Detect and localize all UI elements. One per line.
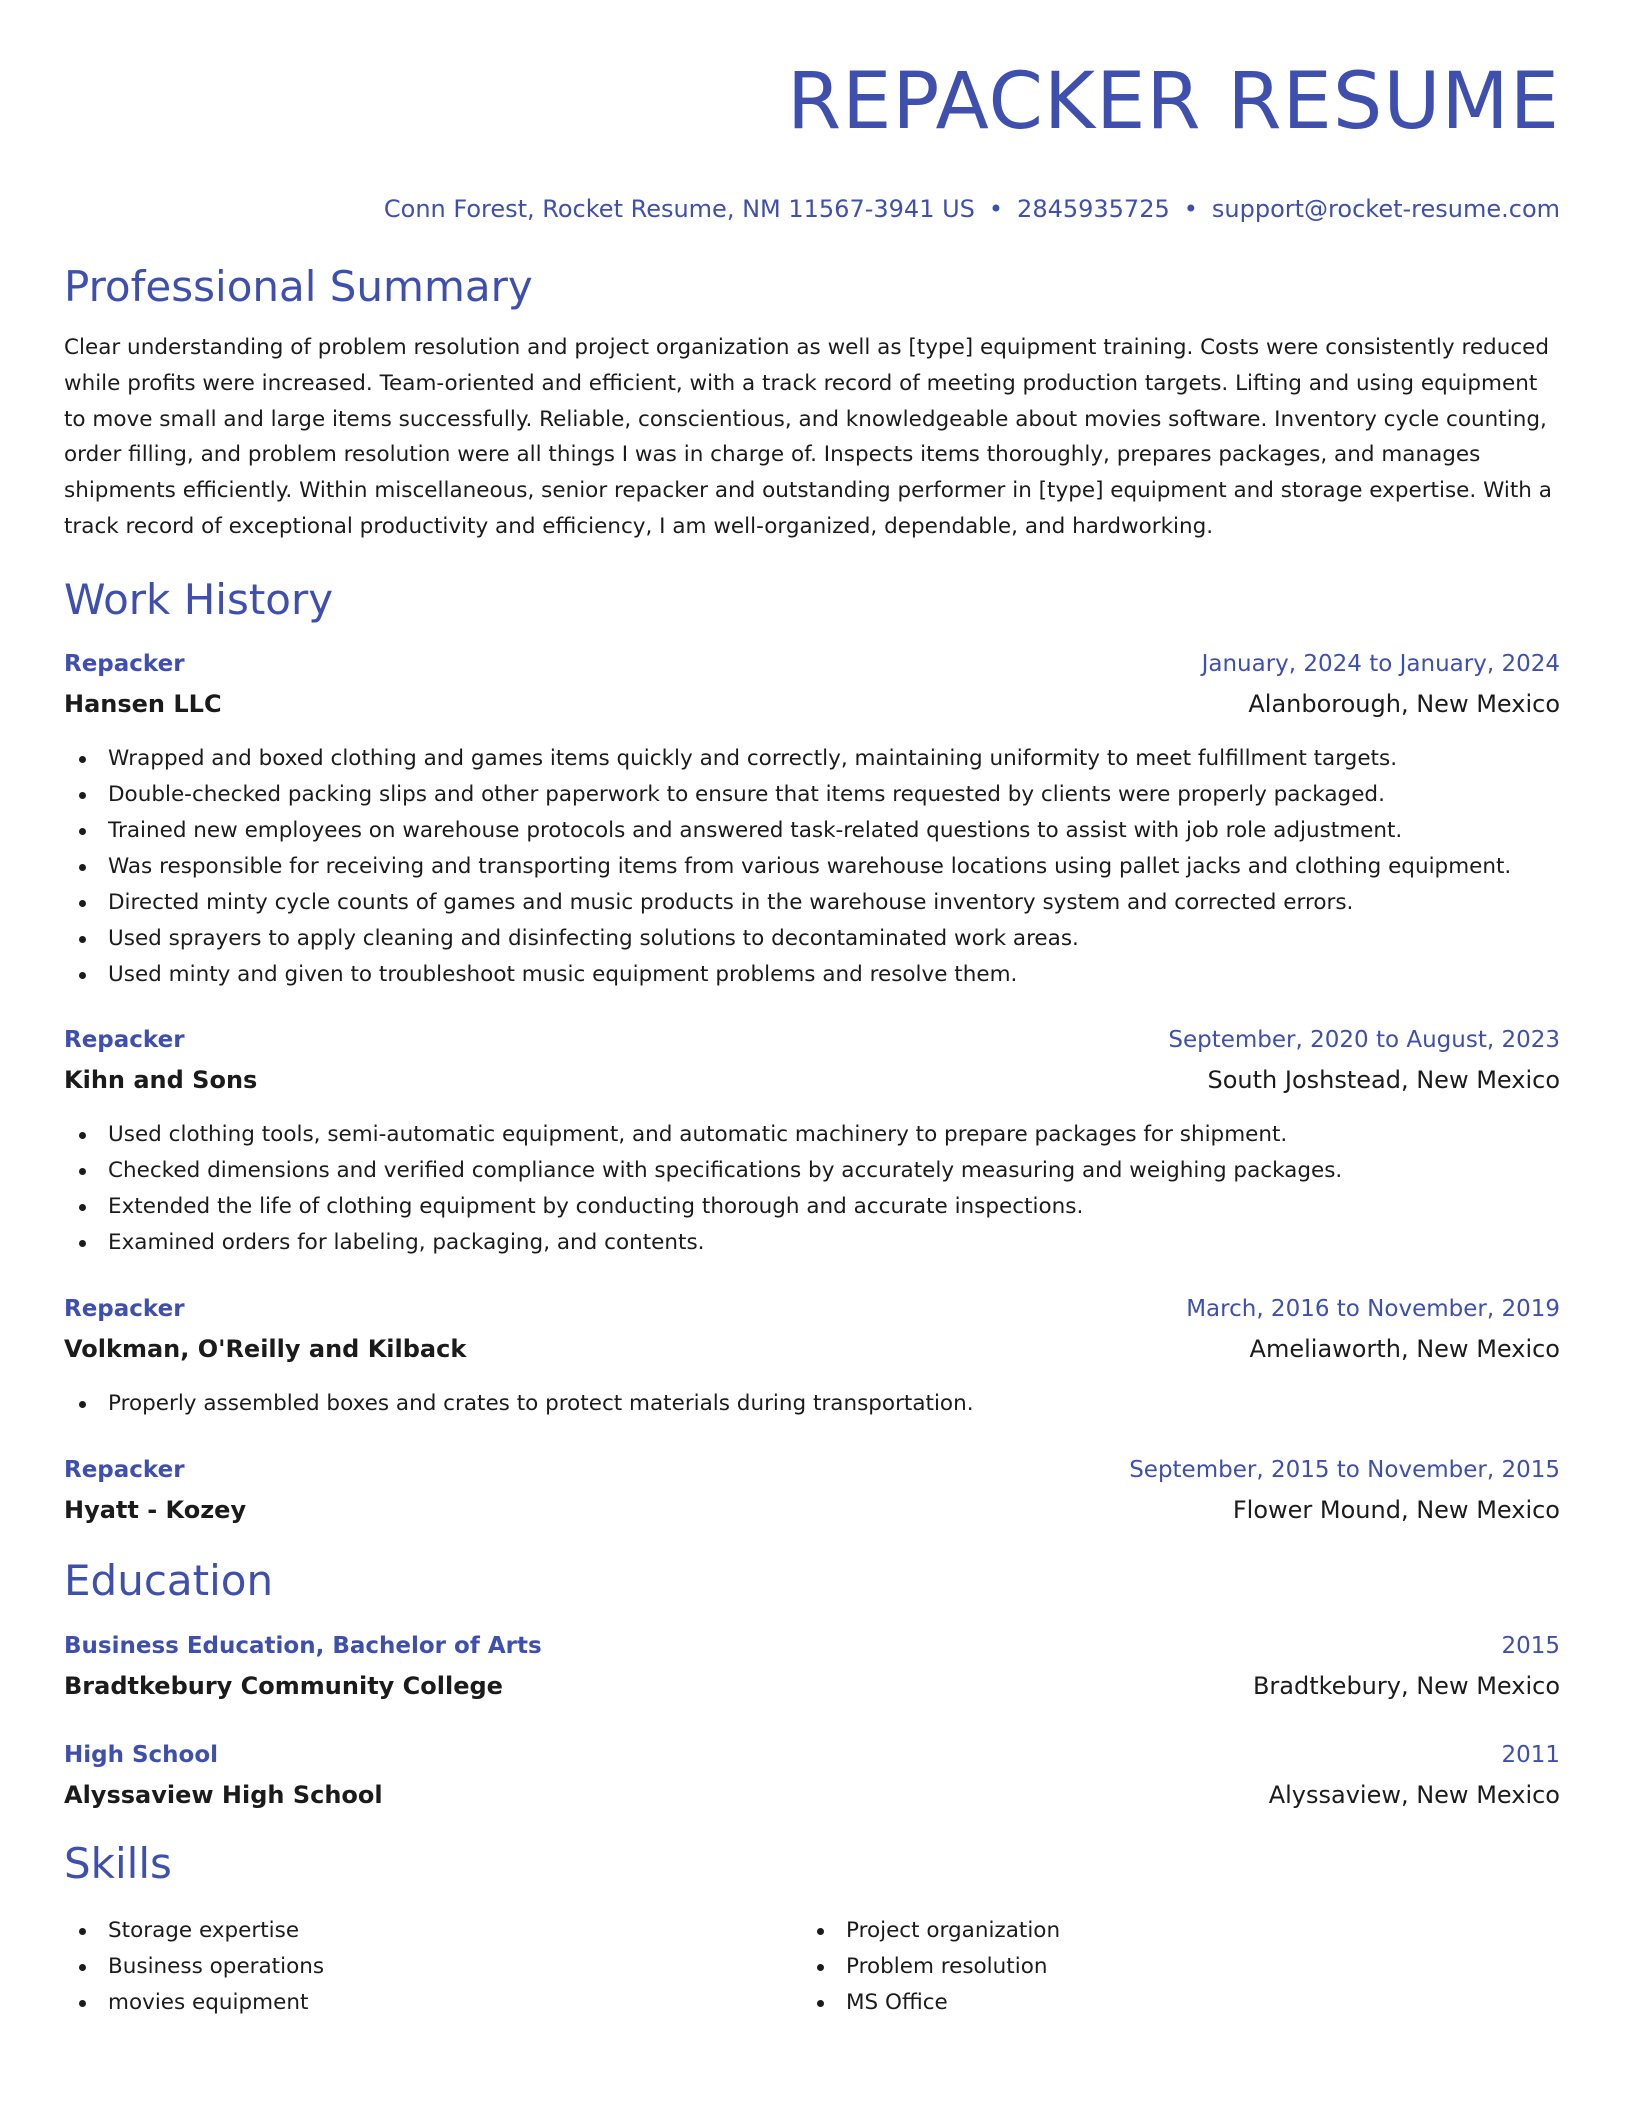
job-entry [64,1025,1560,1261]
education-school: Bradtkebury Community College [64,1672,503,1700]
skills-column-right [802,1913,1540,2021]
summary-text: Clear understanding of problem resolution and project organization as well as [type] equipment training. Costs were consistently reduced while profits were increased. Team-oriented and efficient, with a track record of meeting production targets. Lifting and using equipment to move small and large items successfully. Reliable, conscientious, and knowledgeable about movies software. Inventory cycle counting, order filling, and problem resolution were all things I was in charge of. Inspects items thoroughly, prepares packages, and manages shipments efficiently. Within miscellaneous, senior repacker and outstanding performer in [type] equipment and storage expertise. With a track record of exceptional productivity and efficiency, I am well-organized, dependable, and hardworking. [64,335,1552,539]
skill-item: Problem resolution [802,1949,1540,1985]
job-location: South Joshstead, New Mexico [1207,1066,1560,1094]
education-heading: Education [64,1556,274,1605]
job-location: Flower Mound, New Mexico [1232,1496,1560,1524]
contact-separator: • [1183,195,1198,223]
resume-title: REPACKER RESUME [786,57,1560,147]
job-entry [64,649,1560,993]
job-company: Volkman, O'Reilly and Kilback [64,1335,467,1363]
resume-page [64,0,1560,2015]
contact-line [64,194,1560,224]
job-bullet: Trained new employees on warehouse protocols and answered task-related questions to assist with job role adjustment. [64,813,1560,849]
skills-heading: Skills [64,1839,172,1888]
job-bullet: Was responsible for receiving and transporting items from various warehouse locations using pallet jacks and clothing equipment. [64,849,1560,885]
job-bullet: Extended the life of clothing equipment by conducting thorough and accurate inspections. [64,1189,1560,1225]
job-company: Kihn and Sons [64,1066,258,1094]
job-bullet: Properly assembled boxes and crates to protect materials during transportation. [64,1386,1560,1422]
summary-heading: Professional Summary [64,262,533,311]
contact-phone: 2845935725 [1017,195,1170,223]
contact-email: support@rocket-resume.com [1211,195,1560,223]
education-degree: High School [64,1742,219,1768]
skill-item: MS Office [802,1985,1540,2021]
skill-item: movies equipment [64,1985,802,2021]
skill-item: Storage expertise [64,1913,802,1949]
job-entry [64,1455,1560,1525]
job-title: Repacker [64,1296,185,1322]
resume-header [64,52,1560,224]
skill-item: Project organization [802,1913,1540,1949]
education-year: 2015 [1501,1633,1560,1659]
job-title: Repacker [64,1027,185,1053]
job-location: Alanborough, New Mexico [1248,690,1560,718]
contact-separator: • [988,195,1004,223]
job-bullet: Used minty and given to troubleshoot music equipment problems and resolve them. [64,957,1560,993]
job-bullet: Directed minty cycle counts of games and music products in the warehouse inventory system and corrected errors. [64,885,1560,921]
work-history-heading: Work History [64,575,334,624]
skills-list [64,1913,1560,2021]
job-entry [64,1294,1560,1422]
education-entry [64,1740,1560,1810]
education-year: 2011 [1501,1742,1560,1768]
job-bullet: Double-checked packing slips and other paperwork to ensure that items requested by clients were properly packaged. [64,777,1560,813]
education-entry [64,1631,1560,1701]
skills-column-left [64,1913,802,2021]
education-location: Bradtkebury, New Mexico [1252,1672,1560,1700]
job-bullet: Used sprayers to apply cleaning and disinfecting solutions to decontaminated work areas. [64,921,1560,957]
job-bullets [64,741,1560,993]
job-company: Hyatt - Kozey [64,1496,247,1524]
skill-item: Business operations [64,1949,802,1985]
job-bullets [64,1117,1560,1261]
job-company: Hansen LLC [64,690,222,718]
education-school: Alyssaview High School [64,1781,383,1809]
education-degree: Business Education, Bachelor of Arts [64,1633,542,1659]
job-bullets [64,1386,1560,1422]
job-bullet: Examined orders for labeling, packaging, and contents. [64,1225,1560,1261]
job-location: Ameliaworth, New Mexico [1249,1335,1560,1363]
job-bullet: Used clothing tools, semi-automatic equipment, and automatic machinery to prepare packages for shipment. [64,1117,1560,1153]
job-dates: March, 2016 to November, 2019 [1186,1296,1560,1322]
contact-address: Conn Forest, Rocket Resume, NM 11567-3941 US [383,195,975,223]
job-bullet: Checked dimensions and verified compliance with specifications by accurately measuring and weighing packages. [64,1153,1560,1189]
job-bullet: Wrapped and boxed clothing and games items quickly and correctly, maintaining uniformity to meet fulfillment targets. [64,741,1560,777]
job-dates: September, 2020 to August, 2023 [1168,1027,1560,1053]
job-title: Repacker [64,651,185,677]
education-location: Alyssaview, New Mexico [1268,1781,1560,1809]
job-dates: January, 2024 to January, 2024 [1201,651,1560,677]
job-dates: September, 2015 to November, 2015 [1129,1457,1560,1483]
job-title: Repacker [64,1457,185,1483]
